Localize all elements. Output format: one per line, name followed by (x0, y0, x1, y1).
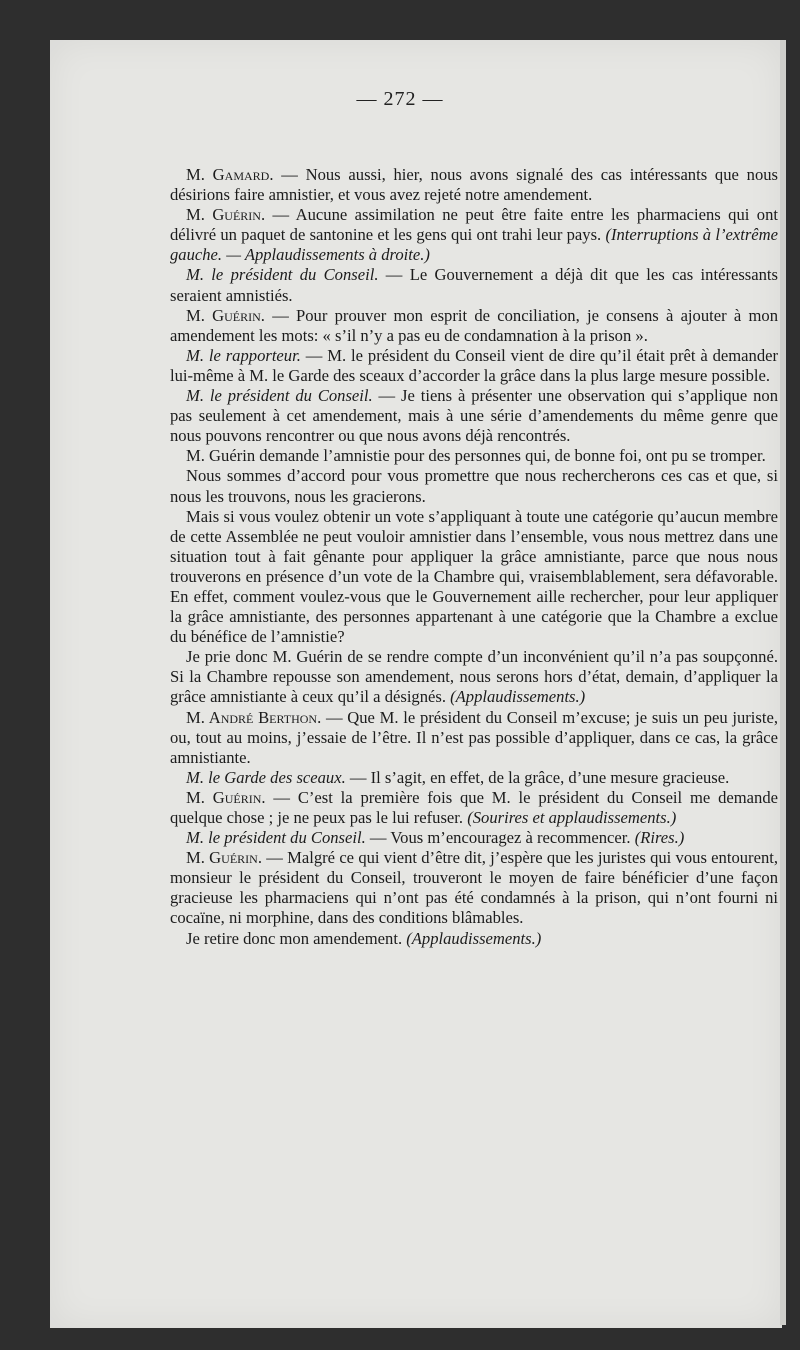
paragraph (170, 386, 778, 446)
paragraph (170, 647, 778, 707)
paragraph (170, 788, 778, 828)
paragraph (170, 446, 778, 466)
page-edge (780, 40, 786, 1325)
speech: — Il s’agit, en effet, de la grâce, d’une mesure gracieuse. (345, 767, 730, 787)
paragraph (170, 165, 778, 205)
speech: — Aucune assimilation ne peut être faite entre les pharmaciens qui ont délivré un paquet de santonine et les gens qui ont trahi leur pays. (170, 205, 778, 245)
page-number: — 272 — (356, 88, 444, 110)
speaker: M. Guérin. (186, 205, 266, 225)
speech: — Malgré ce qui vient d’être dit, j’espère que les juristes qui vous entourent, monsieur le président du Conseil, trouveront le moyen de faire bénéficier d’une façon gracieuse les pharmaciens qui n’ont pas été condamnés à la prison, qui n’ont fourni ni cocaïne, ni morphine, dans des conditions blâmables. (170, 848, 778, 928)
speaker: M. le rapporteur. (186, 345, 301, 365)
speaker: M. Guérin. (186, 848, 262, 868)
speech: Mais si vous voulez obtenir un vote s’appliquant à toute une catégorie qu’aucun membre de cette Assemblée ne peut vouloir amnistier dans l’ensemble, vous nous mettrez dans une situation tout à fait gênante pour appliquer la grâce amnistiante, parce que nous nous trouverons en présence d’un vote de la Chambre qui, vraisemblablement, sera défavorable. En effet, comment voulez-vous que le Gouvernement aille rechercher, pour leur appliquer la grâce amnistiante, des personnes appartenant à une catégorie que la Chambre a exclue du bénéfice de l’amnistie? (170, 506, 778, 647)
speech: Nous sommes d’accord pour vous promettre que nous rechercherons ces cas et que, si nous les trouvons, nous les gracierons. (170, 466, 778, 506)
speech: Je retire donc mon amendement. (186, 928, 403, 948)
speaker: M. le président du Conseil. (186, 386, 373, 406)
speech: — Je tiens à présenter une observation qui s’applique non pas seulement à cet amendement, mais à une série d’amendements du même genre que nous pouvons rencontrer ou que nous avons déjà rencontrés. (170, 386, 778, 446)
body-text (170, 165, 778, 949)
paragraph (170, 346, 778, 386)
speaker: M. le Garde des sceaux. (186, 767, 346, 787)
speech: — M. le président du Conseil vient de dire qu’il était prêt à demander lui-même à M. le Garde des sceaux d’accorder la grâce dans la plus large mesure possible. (170, 345, 779, 385)
stage-direction: (Interruptions à l’extrême gauche. — Applaudissements à droite.) (170, 225, 778, 265)
stage-direction: (Rires.) (630, 828, 685, 848)
paragraph (170, 848, 778, 928)
speech: — Nous aussi, hier, nous avons signalé des cas intéressants que nous désirions faire amnistier, et vous avez rejeté notre amendement. (170, 165, 779, 205)
paragraph (170, 929, 778, 949)
paragraph (170, 507, 778, 648)
speaker: M. André Berthon. (186, 707, 322, 727)
speech: — Le Gouvernement a déjà dit que les cas intéressants seraient amnistiés. (170, 265, 778, 305)
paragraph (170, 708, 778, 768)
speech: — Vous m’encouragez à recommencer. (365, 828, 631, 848)
speaker: M. Guérin. (186, 305, 265, 325)
stage-direction: (Applaudissements.) (402, 928, 542, 948)
speech: Je prie donc M. Guérin de se rendre compte d’un inconvénient qu’il n’a pas soupçonné. Si la Chambre repousse son amendement, nous serons hors d’état, demain, d’appliquer la grâce amnistiante à ceux qu’il a désignés. (170, 647, 778, 707)
speech: — Pour prouver mon esprit de conciliation, je consens à ajouter à mon amendement les mots: « s’il n’y a pas eu de condamnation à la prison ». (170, 305, 778, 345)
paragraph (170, 205, 778, 265)
speaker: M. le président du Conseil. (186, 265, 379, 285)
speech: — C’est la première fois que M. le président du Conseil me demande quelque chose ; je ne peux pas le lui refuser. (170, 787, 778, 827)
speaker: M. le président du Conseil. (186, 828, 366, 848)
paragraph (170, 265, 778, 305)
stage-direction: (Sourires et applaudissements.) (463, 808, 677, 827)
speech: — Que M. le président du Conseil m’excuse; je suis un peu juriste, ou, tout au moins, j’essaie de l’être. Il n’est pas possible d’appliquer, dans ce cas, la grâce amnistiante. (170, 707, 778, 767)
speech: M. Guérin demande l’amnistie pour des personnes qui, de bonne foi, ont pu se tromper. (186, 446, 766, 466)
paragraph (170, 828, 778, 848)
speaker: M. Gamard. (186, 165, 274, 184)
stage-direction: (Applaudissements.) (446, 687, 586, 707)
paragraph (170, 306, 778, 346)
speaker: M. Guérin. (186, 787, 266, 807)
paragraph (170, 466, 778, 506)
paragraph (170, 768, 778, 788)
